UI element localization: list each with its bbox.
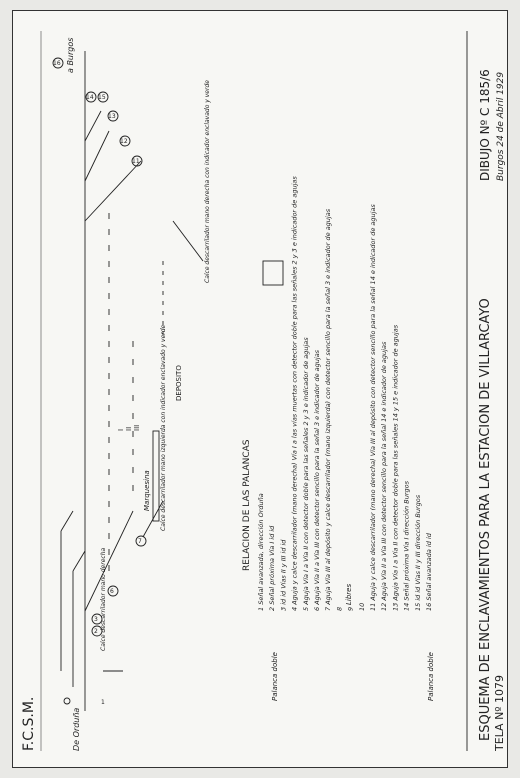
signal-number-1: 1 (101, 699, 105, 706)
lever-row: 4 Aguja y calce descarrilador (mano derecha) Vía I a las vías muertas con detector doble para las señales 2 y 3 e indicador de agujas (290, 176, 299, 611)
signal-number-16: 16 (53, 60, 61, 67)
lever-row: 10 (357, 602, 366, 611)
lever-row: 14 Señal próxima Vía I dirección Burgos (402, 481, 411, 611)
crossover-4 (85, 111, 101, 141)
lever-row: 12 Aguja Vía II a Vía III con detector sencillo para la señal 14 e indicador de agujas (380, 341, 389, 611)
signal-number-7: 7 (138, 538, 142, 545)
drawing-number: DIBUJO Nº C 185/6 (478, 69, 492, 181)
lever-row: 3 id id Vías II y III id id (279, 539, 288, 611)
note-derailer-left: Calce descarrilador mano izquierda con indicador enclavado y verde (160, 324, 167, 531)
signal-number-13: 13 (108, 113, 116, 120)
lever-row: 16 Señal avanzada id id (425, 533, 433, 611)
lever-row: 9 (346, 606, 355, 611)
signal-number-2: 2 (94, 628, 98, 635)
crossover-3 (85, 131, 109, 181)
crossover-2 (61, 511, 73, 531)
note-derailer-right: Calce descarrilador mano derecha con indicador enclavado y verde (204, 80, 211, 283)
palanca-doble-label-2: Palanca doble (427, 652, 435, 701)
switch-line (85, 161, 141, 221)
signal-number-11: 11 (132, 158, 140, 165)
signal-number-12: 12 (120, 138, 128, 145)
signal-circle-1 (64, 698, 70, 704)
platform-label: Marquesina (143, 470, 151, 511)
drawing-date: Burgos 24 de Abril 1929 (496, 71, 506, 181)
track-label-2: II (125, 426, 133, 431)
note-left-signal: Calce descarrilador mano derecha (100, 547, 107, 651)
tela-number: TELA Nº 1079 (493, 675, 506, 751)
signal-number-14: 14 (86, 94, 94, 101)
lever-row: 11 Aguja y calce descarrilador (mano derecha) Vía III al depósito con detector sencillo para la señal 14 e indicador de agujas (369, 204, 377, 611)
lever-row: 13 Aguja Vía I a Vía II con detector doble para las señales 14 y 15 e indicador de agujas (391, 324, 400, 611)
lever-row: 1 Señal avanzada, dirección Orduña (257, 493, 265, 611)
leader-line (173, 221, 203, 261)
levers-heading: RELACION DE LAS PALANCAS (242, 439, 252, 571)
lever-row: 15 id id Vías II y III dirección Burgos (413, 494, 422, 611)
signal-number-3: 3 (94, 616, 98, 623)
track-label-1: I (117, 428, 125, 431)
drawing-title: ESQUEMA DE ENCLAVAMIENTOS PARA LA ESTACION DE VILLARCAYO (478, 298, 493, 741)
platform-shape (153, 431, 159, 521)
depot-label: DEPOSITO (175, 365, 183, 401)
interlocking-diagram (13, 11, 509, 769)
lever-list (257, 176, 433, 611)
switch-line-left (85, 511, 133, 611)
lever-row: 7 Aguja Vía III al depósito y calce descarrilador (mano izquierda) con detector sencillo para la señal 3 e indicador de agujas (324, 208, 333, 611)
company-name: F.C.S.M. (21, 696, 37, 751)
lever-row: 5 Aguja Vía I a Vía II con detector doble para las señales 2 y 3 e indicador de agujas (301, 337, 310, 611)
destination-right: a Burgos (66, 37, 75, 73)
depot-box (263, 261, 283, 285)
signal-number-15: 15 (98, 94, 106, 101)
destination-left: De Orduña (72, 707, 81, 751)
crossover-1 (73, 551, 85, 571)
lever-row: 6 Aguja Vía II a Vía III con detector sencillo para la señal 3 e indicador de agujas (313, 349, 321, 611)
track-label-3: III (133, 424, 141, 431)
drawing-sheet (12, 10, 508, 768)
signal-number-6: 6 (110, 588, 114, 595)
palanca-doble-label: Palanca doble (271, 652, 279, 701)
lever-row: 8 (335, 606, 344, 611)
lever-row: 2 Señal próxima Vía I id id (268, 525, 277, 611)
libres-label: Libres (345, 583, 353, 605)
